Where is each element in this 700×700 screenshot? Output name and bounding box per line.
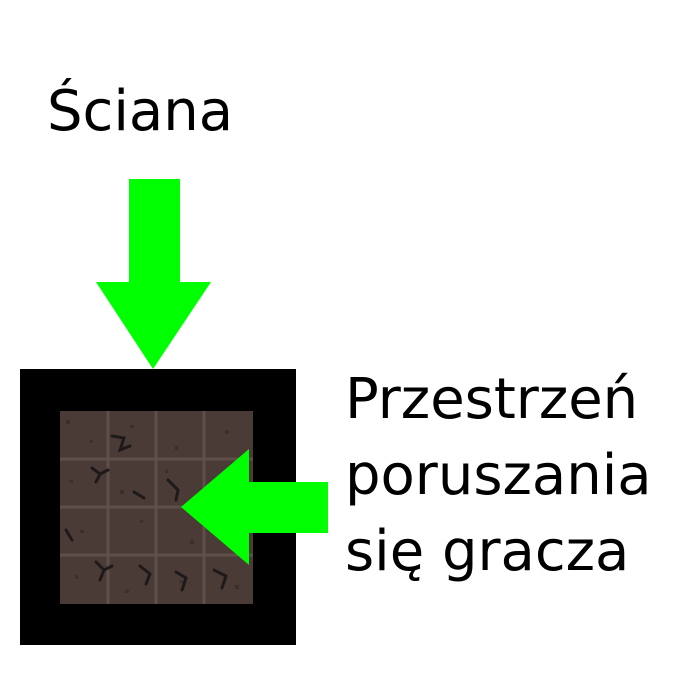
player-space-label	[345, 362, 652, 590]
player-space-label-line-1: Przestrzeń	[345, 367, 639, 432]
wall-label: Ściana	[47, 79, 234, 144]
player-space-label-line-2: poruszania	[345, 443, 652, 508]
down-arrow-icon	[96, 179, 211, 369]
player-space-label-line-3: się gracza	[345, 519, 630, 584]
